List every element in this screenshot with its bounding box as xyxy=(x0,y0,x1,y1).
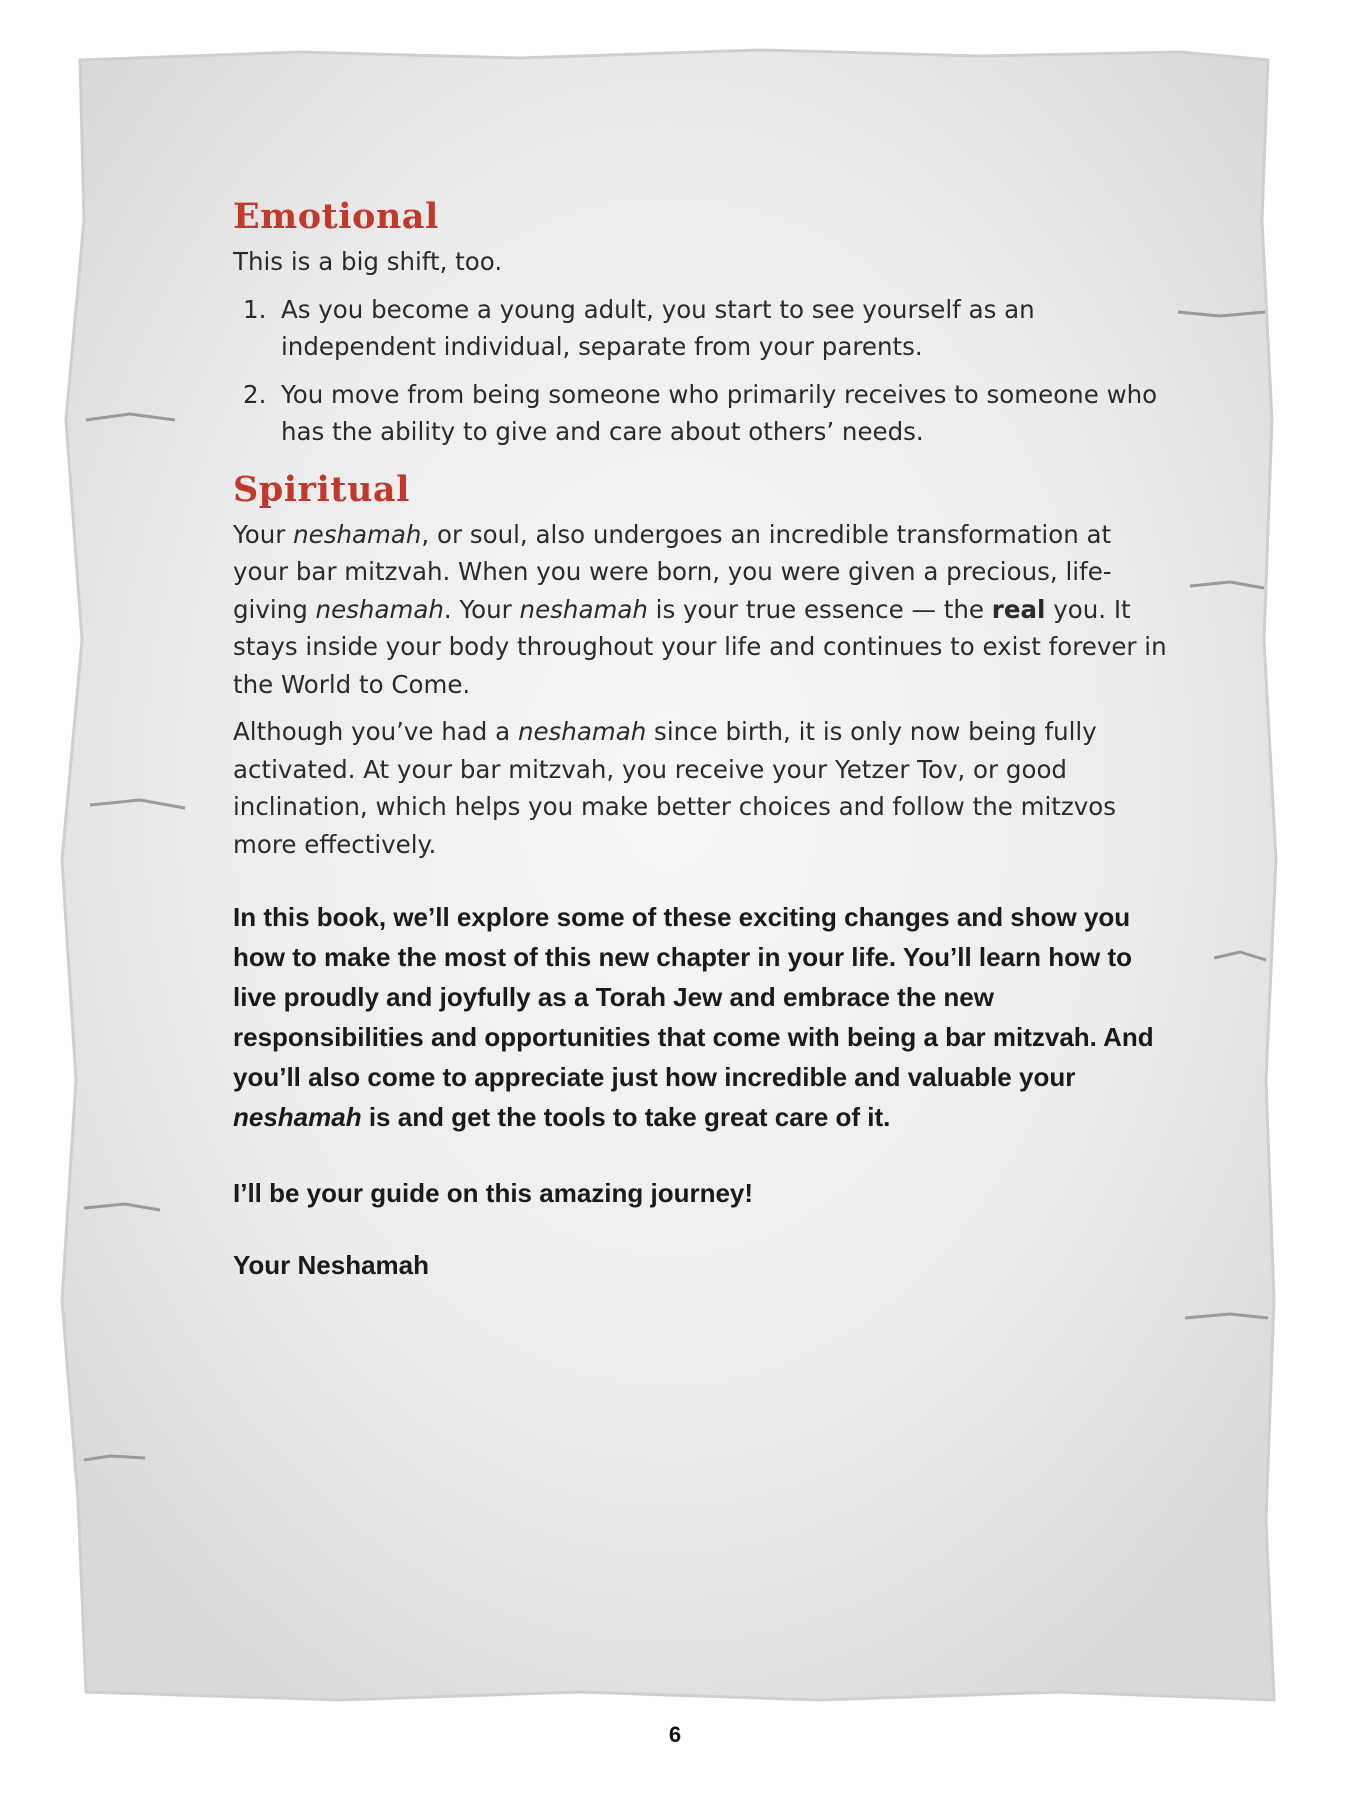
emphasis-neshamah: neshamah xyxy=(233,1102,362,1132)
emphasis-neshamah: neshamah xyxy=(315,594,444,624)
spiritual-paragraph-2 xyxy=(233,713,1173,863)
emotional-intro: This is a big shift, too. xyxy=(233,247,503,276)
emphasis-real: real xyxy=(991,594,1046,624)
list-number: 2. xyxy=(243,379,267,409)
list-item xyxy=(233,376,1173,451)
signature: Your Neshamah xyxy=(233,1250,430,1280)
spiritual-heading: Spiritual xyxy=(233,468,410,510)
text-run: Your xyxy=(233,519,294,549)
list-item xyxy=(233,291,1173,366)
emotional-heading: Emotional xyxy=(233,196,439,237)
text-run: , or soul, also undergoes an incredible transformation at your bar mitzvah. When you were born, you were given a precious, life-giving xyxy=(233,519,1112,624)
text-run: since birth, it is only now being fully activated. At your bar mitzvah, you receive your Yetzer Tov, or good inclination, which helps you make better choices and follow the mitzvos more effectively. xyxy=(233,717,1116,859)
emotional-list xyxy=(233,291,1173,451)
list-text: You move from being someone who primarily receives to someone who has the ability to give and care about others’ needs. xyxy=(281,379,1158,446)
book-intro-paragraph xyxy=(233,897,1173,1137)
journey-line: I’ll be your guide on this amazing journey! xyxy=(233,1178,754,1208)
list-text: As you become a young adult, you start to see yourself as an independent individual, separate from your parents. xyxy=(281,294,1035,361)
text-run: you. It stays inside your body throughout your life and continues to exist forever in the World to Come. xyxy=(233,594,1167,699)
emphasis-neshamah: neshamah xyxy=(517,717,647,746)
emphasis-neshamah: neshamah xyxy=(519,594,648,624)
list-number: 1. xyxy=(243,294,267,324)
page-content xyxy=(233,196,1173,1295)
text-run: is your true essence — the xyxy=(647,594,992,624)
text-run: Although you’ve had a xyxy=(233,717,518,746)
emphasis-neshamah: neshamah xyxy=(293,519,422,549)
spiritual-paragraph-1 xyxy=(233,516,1173,704)
text-run: is and get the tools to take great care of it. xyxy=(361,1102,891,1132)
page-number: 6 xyxy=(668,1722,682,1747)
text-run: In this book, we’ll explore some of these exciting changes and show you how to make the most of this new chapter in your life. You’ll learn how to live proudly and joyfully as a Torah Jew and embrace the new responsibilities and opportunities that come with being a bar mitzvah. And you’ll also come to appreciate just how incredible and valuable your xyxy=(233,902,1154,1092)
text-run: . Your xyxy=(443,594,520,624)
